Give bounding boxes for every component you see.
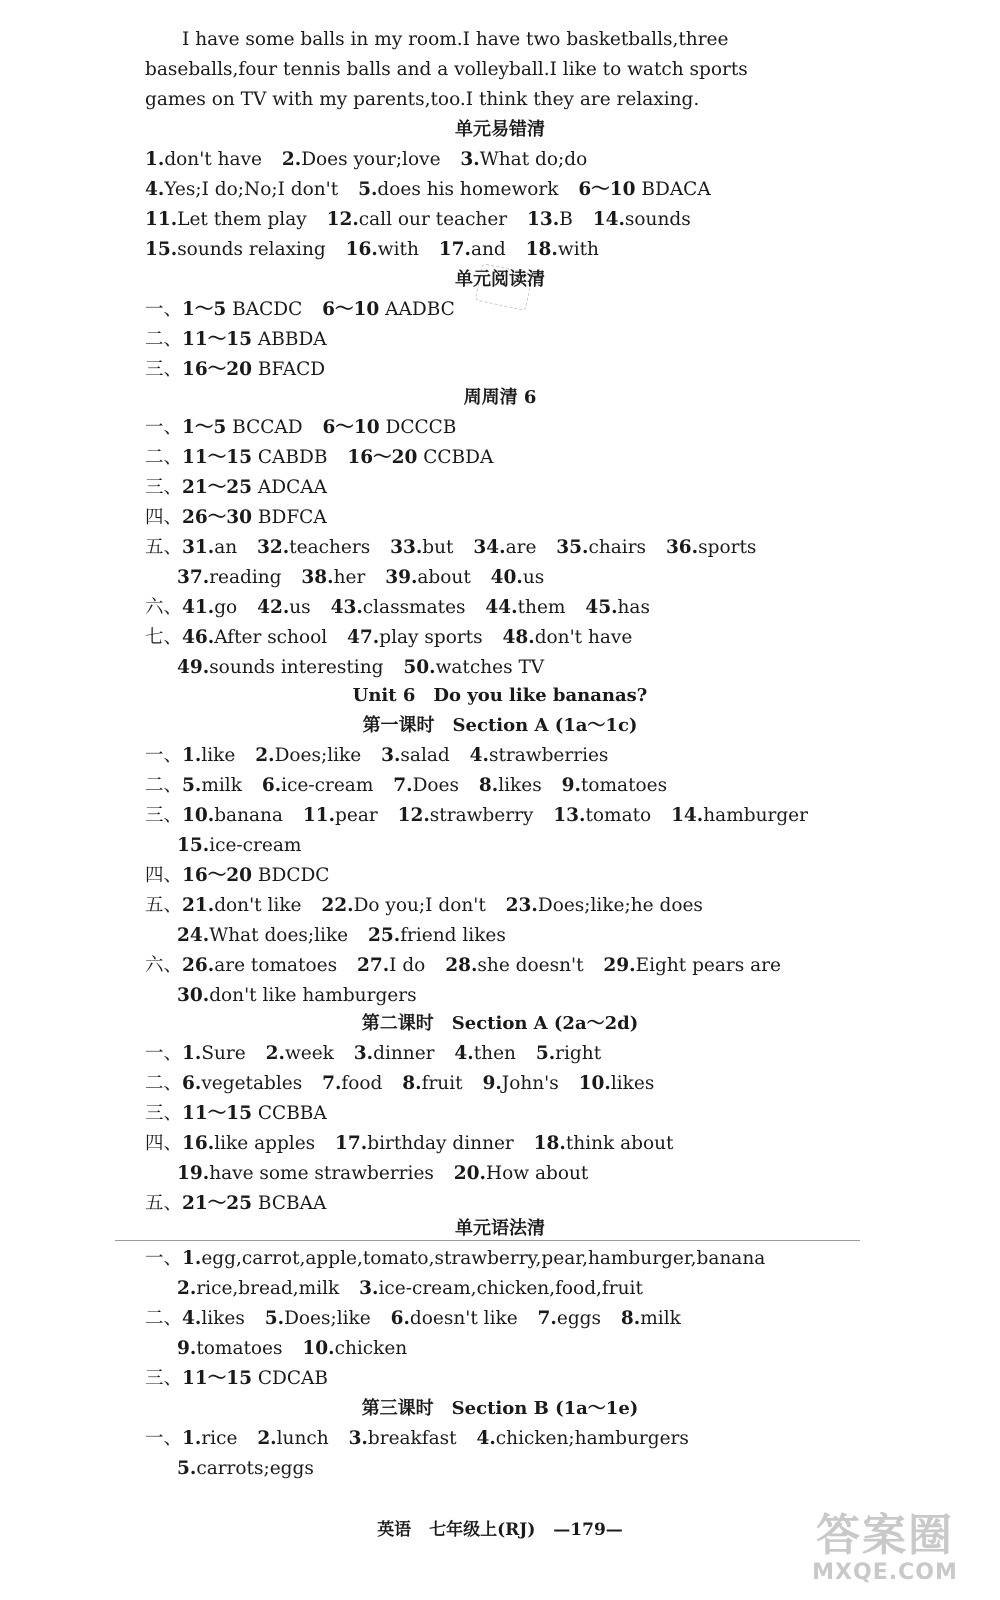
answer-line: 五、21.don't like 22.Do you;I don't 23.Does;like;he does [145,895,703,916]
answer-line: 四、26～30 BDFCA [145,507,327,528]
answer-line: 五、31.an 32.teachers 33.but 34.are 35.chairs 36.sports [145,537,757,558]
answer-line: 二、11～15 CABDB 16～20 CCBDA [145,447,494,468]
answer-line: 5.carrots;eggs [177,1458,314,1479]
answer-line: 24.What does;like 25.friend likes [177,925,506,946]
answer-line: 9.tomatoes 10.chicken [177,1338,408,1359]
lesson-2-title: 第二课时 Section A (2a～2d) [361,1013,639,1034]
answer-line: 15.sounds relaxing 16.with 17.and 18.with [145,239,599,260]
section-title-error-review: 单元易错清 [455,119,545,140]
footer-grade: 七年级上(RJ) [429,1520,536,1540]
answer-line: 一、1.rice 2.lunch 3.breakfast 4.chicken;hamburgers [145,1428,689,1449]
answer-line: 15.ice-cream [177,835,302,856]
answer-line: 49.sounds interesting 50.watches TV [177,657,545,678]
answer-line: 三、16～20 BFACD [145,359,326,380]
lesson-1-title: 第一课时 Section A (1a～1c) [362,715,638,736]
answer-line: 2.rice,bread,milk 3.ice-cream,chicken,food,fruit [177,1278,643,1299]
answer-line: 一、1.egg,carrot,apple,tomato,strawberry,pear,hamburger,banana [145,1248,766,1269]
answer-line: 一、1～5 BACDC 6～10 AADBC [145,299,455,320]
answer-line: 30.don't like hamburgers [177,985,417,1006]
answer-line: 一、1.like 2.Does;like 3.salad 4.strawberries [145,745,609,766]
watermark-logo [790,1510,980,1590]
paragraph-line-3: games on TV with my parents,too.I think they are relaxing. [145,89,700,110]
answer-line: 二、4.likes 5.Does;like 6.doesn't like 7.eggs 8.milk [145,1308,681,1329]
page-number: —179— [553,1520,623,1540]
answer-line: 七、46.After school 47.play sports 48.don't have [145,627,633,648]
paragraph-line-2: baseballs,four tennis balls and a volleyball.I like to watch sports [145,59,748,80]
answer-line: 4.Yes;I do;No;I don't 5.does his homework 6～10 BDACA [145,179,711,200]
answer-line: 三、11～15 CDCAB [145,1368,328,1389]
answer-line: 二、11～15 ABBDA [145,329,327,350]
answer-line: 三、11～15 CCBBA [145,1103,327,1124]
answer-line: 四、16.like apples 17.birthday dinner 18.think about [145,1133,674,1154]
answer-line: 三、10.banana 11.pear 12.strawberry 13.tomato 14.hamburger [145,805,808,826]
answer-line: 二、5.milk 6.ice-cream 7.Does 8.likes 9.tomatoes [145,775,668,796]
answer-line: 一、1～5 BCCAD 6～10 DCCCB [145,417,457,438]
answer-line: 一、1.Sure 2.week 3.dinner 4.then 5.right [145,1043,602,1064]
answer-line: 二、6.vegetables 7.food 8.fruit 9.John's 10.likes [145,1073,655,1094]
watermark-text: 答案圈 [816,1510,954,1561]
answer-line: 四、16～20 BDCDC [145,865,330,886]
answer-line: 六、26.are tomatoes 27.I do 28.she doesn't 29.Eight pears are [145,955,781,976]
answer-line: 六、41.go 42.us 43.classmates 44.them 45.has [145,597,650,618]
answer-line: 11.Let them play 12.call our teacher 13.B 14.sounds [145,209,691,230]
answer-line: 37.reading 38.her 39.about 40.us [177,567,545,588]
footer-subject: 英语 [377,1520,412,1540]
unit-title: Unit 6 Do you like bananas? [352,685,648,706]
watermark-url: MXQE.COM [812,1560,958,1585]
paragraph-line-1: I have some balls in my room.I have two basketballs,three [182,29,729,50]
answer-line: 三、21～25 ADCAA [145,477,327,498]
section-title-reading-review: 单元阅读清 [455,269,545,290]
lesson-3-title: 第三课时 Section B (1a～1e) [361,1398,639,1419]
section-title-weekly-review: 周周清 6 [463,387,537,408]
answer-line: 1.don't have 2.Does your;love 3.What do;do [145,149,588,170]
answer-line: 五、21～25 BCBAA [145,1193,327,1214]
answer-line: 19.have some strawberries 20.How about [177,1163,589,1184]
section-title-grammar-review: 单元语法清 [455,1218,545,1239]
